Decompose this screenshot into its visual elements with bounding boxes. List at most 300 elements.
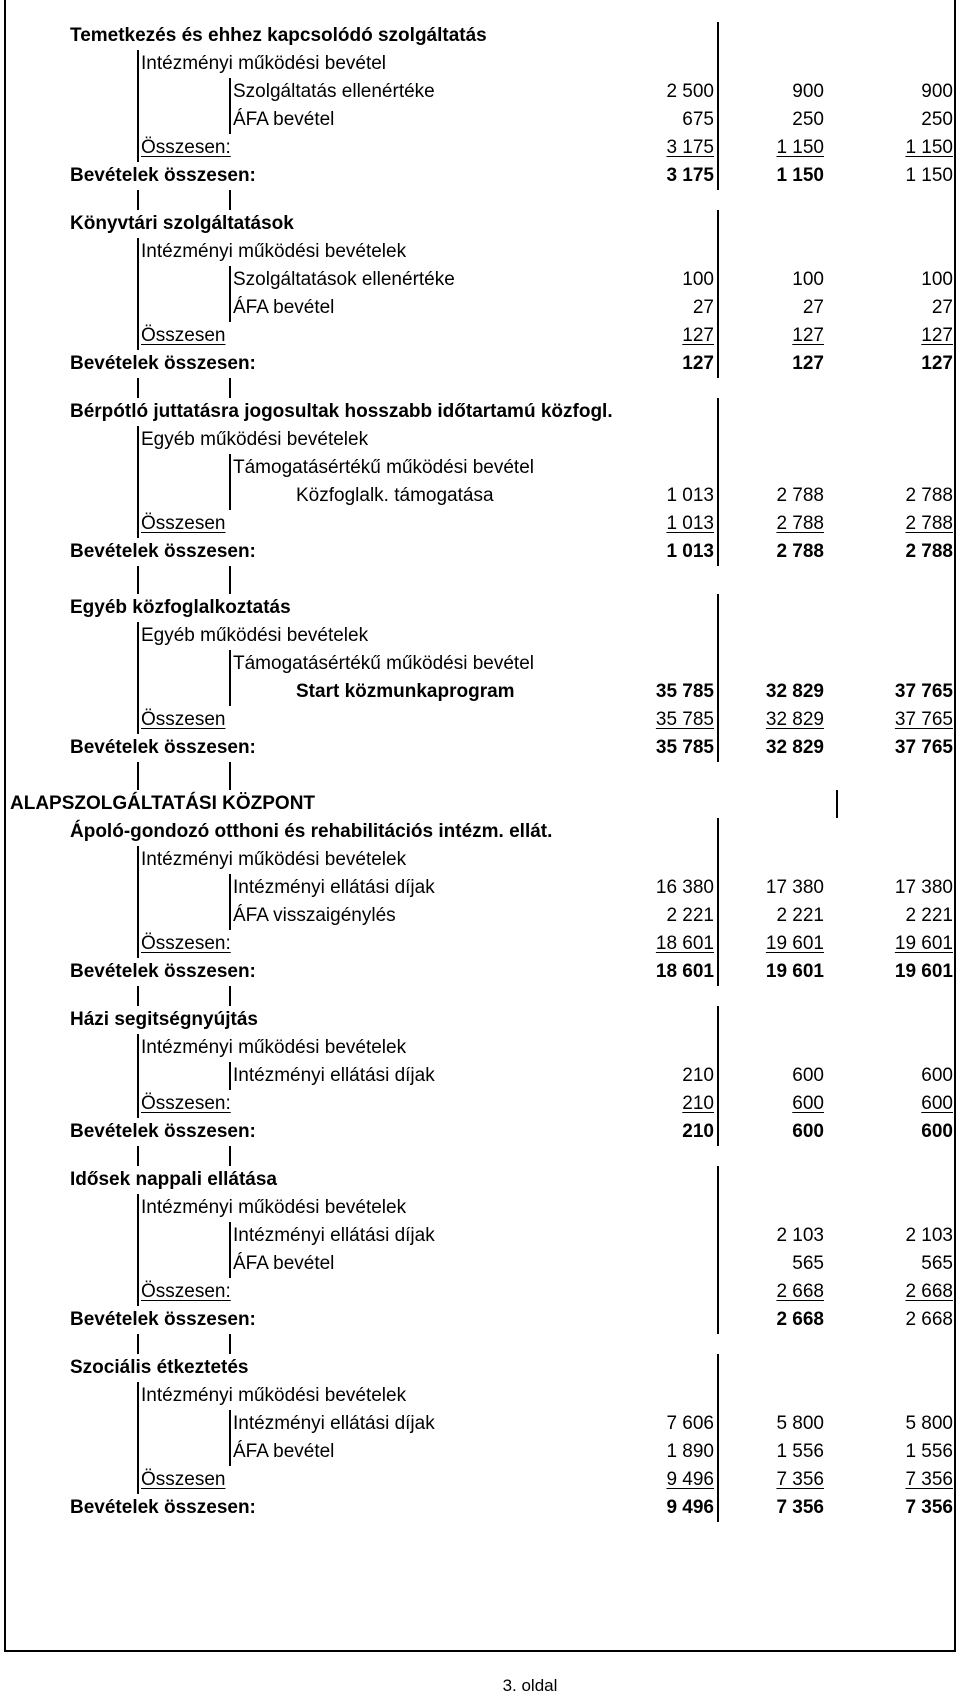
section-title: Idősek nappali ellátása (70, 1169, 277, 1190)
item-row (0, 874, 960, 902)
section-title: Szociális étkeztetés (70, 1357, 249, 1378)
value-col-1: 127 (682, 325, 714, 346)
value-col-3: 1 150 (905, 137, 953, 158)
value-col-1: 9 496 (666, 1469, 714, 1490)
section-title (0, 1006, 960, 1034)
value-col-3: 600 (921, 1065, 953, 1086)
column-divider (954, 734, 956, 762)
item-label: Intézményi ellátási díjak (233, 1225, 435, 1246)
column-divider (836, 790, 838, 818)
value-col-1: 35 785 (655, 709, 714, 730)
column-divider (717, 846, 719, 874)
column-divider (954, 1306, 956, 1334)
value-col-3: 37 765 (894, 709, 953, 730)
column-divider (717, 426, 719, 454)
column-divider (954, 818, 956, 846)
column-divider (137, 1250, 139, 1278)
item-label: Intézményi ellátási díjak (233, 877, 435, 898)
column-divider (137, 1034, 139, 1062)
subtotal-label: Összesen (141, 709, 226, 730)
item-label: Intézményi ellátási díjak (233, 1065, 435, 1086)
value-col-2: 7 356 (776, 1497, 824, 1518)
subtotal-row (0, 510, 960, 538)
section-title (0, 1354, 960, 1382)
column-divider (229, 1146, 231, 1166)
value-col-3: 37 765 (894, 681, 953, 702)
value-col-1: 27 (692, 297, 714, 318)
subtotal-row (0, 1090, 960, 1118)
column-divider (137, 1222, 139, 1250)
value-col-2: 1 150 (776, 137, 824, 158)
value-col-1: 9 496 (666, 1497, 714, 1518)
subcategory-label: Támogatásértékű működési bevétel (233, 457, 534, 478)
value-col-1: 18 601 (655, 961, 714, 982)
column-divider (717, 22, 719, 50)
column-divider (954, 1438, 956, 1466)
subtotal-label: Összesen: (141, 1093, 231, 1114)
column-divider (137, 50, 139, 78)
column-divider (717, 818, 719, 846)
column-divider (954, 538, 956, 566)
column-divider (229, 454, 231, 482)
value-col-1: 1 013 (666, 485, 714, 506)
category-row (0, 1034, 960, 1062)
column-divider (137, 106, 139, 134)
category-row (0, 1194, 960, 1222)
column-divider (954, 266, 956, 294)
subtotal-row (0, 134, 960, 162)
value-col-3: 1 150 (905, 165, 953, 186)
value-col-1: 35 785 (655, 681, 714, 702)
subcategory-row (0, 454, 960, 482)
total-label: Bevételek összesen: (70, 1497, 256, 1518)
value-col-1: 3 175 (666, 165, 714, 186)
column-divider (137, 1062, 139, 1090)
total-row (0, 1494, 960, 1522)
total-row (0, 958, 960, 986)
value-col-3: 7 356 (905, 1469, 953, 1490)
value-col-3: 2 668 (905, 1309, 953, 1330)
category-row (0, 50, 960, 78)
column-divider (137, 1466, 139, 1494)
column-divider (954, 1118, 956, 1146)
value-col-2: 2 788 (776, 513, 824, 534)
page-number (0, 1676, 960, 1696)
total-label: Bevételek összesen: (70, 737, 256, 758)
column-divider (717, 1194, 719, 1222)
column-divider (137, 566, 139, 594)
column-divider (954, 1466, 956, 1494)
column-divider (954, 22, 956, 50)
column-divider (954, 238, 956, 266)
value-col-3: 37 765 (894, 737, 953, 758)
subtotal-row (0, 706, 960, 734)
column-divider (137, 426, 139, 454)
value-col-1 (604, 1222, 714, 1250)
value-col-3: 2 668 (905, 1281, 953, 1302)
column-divider (954, 1062, 956, 1090)
item-row (0, 78, 960, 106)
subtotal-row (0, 1466, 960, 1494)
value-col-2: 19 601 (765, 961, 824, 982)
column-divider (229, 986, 231, 1006)
column-divider (954, 958, 956, 986)
column-divider (717, 398, 719, 426)
value-col-2: 32 829 (765, 709, 824, 730)
value-col-1: 16 380 (655, 877, 714, 898)
value-col-2: 2 788 (776, 485, 824, 506)
column-divider (717, 1166, 719, 1194)
column-divider (717, 210, 719, 238)
column-divider (954, 454, 956, 482)
value-col-2: 7 356 (776, 1469, 824, 1490)
column-divider (137, 650, 139, 678)
value-col-3: 5 800 (905, 1413, 953, 1434)
value-col-2: 250 (792, 109, 824, 130)
column-divider (137, 322, 139, 350)
column-divider (717, 622, 719, 650)
value-col-3: 900 (921, 81, 953, 102)
value-col-3: 2 788 (905, 541, 953, 562)
column-divider (229, 566, 231, 594)
value-col-1: 127 (682, 353, 714, 374)
spacer (0, 1146, 960, 1166)
column-divider (137, 1146, 139, 1166)
value-col-1: 210 (682, 1065, 714, 1086)
value-col-2: 32 829 (765, 681, 824, 702)
item-label: ÁFA bevétel (233, 1441, 335, 1462)
spacer (0, 566, 960, 594)
column-divider (137, 378, 139, 398)
section-title (0, 22, 960, 50)
value-col-1: 1 890 (666, 1441, 714, 1462)
total-label: Bevételek összesen: (70, 1121, 256, 1142)
column-divider (229, 1438, 231, 1466)
item-label: ÁFA bevétel (233, 297, 335, 318)
value-col-2: 2 103 (776, 1225, 824, 1246)
section-title: Bérpótló juttatásra jogosultak hosszabb időtartamú közfogl. (70, 401, 613, 422)
category-label: Intézményi működési bevételek (141, 1197, 407, 1218)
page-number-text: 3. oldal (502, 1676, 558, 1695)
column-divider (229, 106, 231, 134)
column-divider (954, 902, 956, 930)
item-row (0, 902, 960, 930)
column-divider (954, 1222, 956, 1250)
column-divider (954, 210, 956, 238)
column-divider (954, 322, 956, 350)
value-col-3: 127 (921, 353, 953, 374)
section-title (0, 1166, 960, 1194)
value-col-3: 565 (921, 1253, 953, 1274)
value-col-3: 2 788 (905, 513, 953, 534)
total-row (0, 162, 960, 190)
column-divider (954, 678, 956, 706)
spacer (0, 1334, 960, 1354)
value-col-2: 1 556 (776, 1441, 824, 1462)
column-divider (954, 1194, 956, 1222)
subtotal-label: Összesen: (141, 933, 231, 954)
item-row (0, 1250, 960, 1278)
column-divider (229, 1222, 231, 1250)
item-label: ÁFA bevétel (233, 109, 335, 130)
column-divider (229, 1062, 231, 1090)
column-divider (137, 294, 139, 322)
column-divider (229, 78, 231, 106)
column-divider (954, 482, 956, 510)
column-divider (229, 650, 231, 678)
section-heading: ALAPSZOLGÁLTATÁSI KÖZPONT (10, 793, 316, 814)
section-title (0, 818, 960, 846)
item-row (0, 482, 960, 510)
column-divider (954, 1382, 956, 1410)
value-col-1 (604, 1306, 714, 1334)
column-divider (137, 482, 139, 510)
subtotal-row (0, 322, 960, 350)
column-divider (717, 1006, 719, 1034)
column-divider (137, 510, 139, 538)
column-divider (229, 190, 231, 210)
column-divider (137, 1090, 139, 1118)
item-row (0, 678, 960, 706)
total-label: Bevételek összesen: (70, 541, 256, 562)
column-divider (717, 1354, 719, 1382)
category-row (0, 238, 960, 266)
column-divider (137, 190, 139, 210)
value-col-2: 2 668 (776, 1309, 824, 1330)
column-divider (954, 78, 956, 106)
column-divider (137, 930, 139, 958)
column-divider (137, 846, 139, 874)
value-col-1: 2 500 (666, 81, 714, 102)
value-col-1: 3 175 (666, 137, 714, 158)
value-col-1: 1 013 (666, 541, 714, 562)
category-row (0, 622, 960, 650)
subtotal-label: Összesen: (141, 137, 231, 158)
column-divider (717, 454, 719, 482)
column-divider (717, 1382, 719, 1410)
value-col-2: 565 (792, 1253, 824, 1274)
column-divider (137, 134, 139, 162)
column-divider (954, 1494, 956, 1522)
total-label: Bevételek összesen: (70, 961, 256, 982)
column-divider (137, 238, 139, 266)
column-divider (954, 510, 956, 538)
column-divider (229, 1250, 231, 1278)
column-divider (717, 238, 719, 266)
column-divider (137, 902, 139, 930)
column-divider (717, 650, 719, 678)
value-col-2: 2 221 (776, 905, 824, 926)
value-col-1: 7 606 (666, 1413, 714, 1434)
column-divider (229, 378, 231, 398)
value-col-2: 17 380 (765, 877, 824, 898)
column-divider (954, 294, 956, 322)
column-divider (137, 78, 139, 106)
column-divider (229, 482, 231, 510)
item-label: Intézményi ellátási díjak (233, 1413, 435, 1434)
column-divider (954, 930, 956, 958)
column-divider (717, 50, 719, 78)
value-col-2: 600 (792, 1093, 824, 1114)
category-label: Intézményi működési bevételek (141, 849, 407, 870)
column-divider (229, 1334, 231, 1354)
section-title (0, 594, 960, 622)
value-col-1: 1 013 (666, 513, 714, 534)
value-col-3: 1 556 (905, 1441, 953, 1462)
item-row (0, 1062, 960, 1090)
column-divider (229, 294, 231, 322)
column-divider (229, 266, 231, 294)
total-label: Bevételek összesen: (70, 1309, 256, 1330)
value-col-3: 27 (931, 297, 953, 318)
column-divider (137, 454, 139, 482)
value-col-1: 100 (682, 269, 714, 290)
column-divider (954, 706, 956, 734)
column-divider (954, 1090, 956, 1118)
subtotal-row (0, 1278, 960, 1306)
item-row (0, 1410, 960, 1438)
value-col-1: 18 601 (655, 933, 714, 954)
value-col-3: 600 (921, 1121, 953, 1142)
value-col-2: 127 (792, 325, 824, 346)
category-label: Intézményi működési bevételek (141, 1037, 407, 1058)
column-divider (229, 1410, 231, 1438)
value-col-2: 900 (792, 81, 824, 102)
column-divider (717, 1034, 719, 1062)
column-divider (954, 398, 956, 426)
column-divider (954, 106, 956, 134)
subtotal-row (0, 930, 960, 958)
spacer (0, 378, 960, 398)
section-heading (0, 790, 960, 818)
subtotal-label: Összesen (141, 513, 226, 534)
value-col-1: 210 (682, 1121, 714, 1142)
column-divider (137, 1334, 139, 1354)
subtotal-label: Összesen (141, 1469, 226, 1490)
subtotal-label: Összesen: (141, 1281, 231, 1302)
value-col-3: 17 380 (894, 877, 953, 898)
category-label: Intézményi működési bevételek (141, 241, 407, 262)
section-title: Ápoló-gondozó otthoni és rehabilitációs intézm. ellát. (70, 821, 553, 842)
column-divider (137, 678, 139, 706)
total-row (0, 1306, 960, 1334)
section-title: Egyéb közfoglalkoztatás (70, 597, 291, 618)
column-divider (229, 902, 231, 930)
value-col-1: 2 221 (666, 905, 714, 926)
section-title: Házi segitségnyújtás (70, 1009, 258, 1030)
column-divider (717, 594, 719, 622)
item-label: ÁFA bevétel (233, 1253, 335, 1274)
total-row (0, 1118, 960, 1146)
column-divider (954, 1354, 956, 1382)
column-divider (954, 1250, 956, 1278)
item-row (0, 294, 960, 322)
subcategory-label: Támogatásértékű működési bevétel (233, 653, 534, 674)
item-label: ÁFA visszaigénylés (233, 905, 396, 926)
value-col-3: 2 103 (905, 1225, 953, 1246)
column-divider (137, 706, 139, 734)
column-divider (954, 594, 956, 622)
total-row (0, 734, 960, 762)
value-col-3: 250 (921, 109, 953, 130)
item-label: Start közmunkaprogram (296, 681, 515, 702)
category-label: Egyéb működési bevételek (141, 625, 369, 646)
spacer (0, 986, 960, 1006)
subcategory-row (0, 650, 960, 678)
category-row (0, 426, 960, 454)
value-col-2: 2 668 (776, 1281, 824, 1302)
total-row (0, 538, 960, 566)
value-col-2: 600 (792, 1065, 824, 1086)
value-col-3: 19 601 (894, 933, 953, 954)
column-divider (137, 762, 139, 790)
section-title (0, 210, 960, 238)
category-label: Intézményi működési bevételek (141, 1385, 407, 1406)
column-divider (954, 426, 956, 454)
value-col-3: 2 221 (905, 905, 953, 926)
value-col-2: 1 150 (776, 165, 824, 186)
column-divider (137, 986, 139, 1006)
value-col-1: 675 (682, 109, 714, 130)
column-divider (954, 162, 956, 190)
column-divider (137, 874, 139, 902)
column-divider (954, 790, 956, 818)
column-divider (954, 1410, 956, 1438)
item-row (0, 106, 960, 134)
column-divider (954, 1006, 956, 1034)
column-divider (954, 134, 956, 162)
column-divider (137, 1194, 139, 1222)
column-divider (954, 650, 956, 678)
category-label: Intézményi működési bevétel (141, 53, 387, 74)
category-row (0, 1382, 960, 1410)
value-col-1 (604, 1278, 714, 1306)
value-col-1: 210 (682, 1093, 714, 1114)
column-divider (954, 350, 956, 378)
value-col-3: 127 (921, 325, 953, 346)
value-col-2: 27 (802, 297, 824, 318)
column-divider (229, 762, 231, 790)
total-label: Bevételek összesen: (70, 353, 256, 374)
value-col-3: 600 (921, 1093, 953, 1114)
value-col-3: 19 601 (894, 961, 953, 982)
subtotal-label: Összesen (141, 325, 226, 346)
column-divider (137, 622, 139, 650)
item-row (0, 1222, 960, 1250)
item-row (0, 266, 960, 294)
value-col-2: 127 (792, 353, 824, 374)
item-label: Szolgáltatások ellenértéke (233, 269, 455, 290)
column-divider (137, 1410, 139, 1438)
value-col-2: 5 800 (776, 1413, 824, 1434)
section-title (0, 398, 960, 426)
spacer (0, 762, 960, 790)
total-row (0, 350, 960, 378)
value-col-3: 2 788 (905, 485, 953, 506)
value-col-2: 100 (792, 269, 824, 290)
column-divider (229, 874, 231, 902)
column-divider (954, 874, 956, 902)
value-col-2: 32 829 (765, 737, 824, 758)
value-col-3: 100 (921, 269, 953, 290)
column-divider (954, 1034, 956, 1062)
column-divider (954, 1278, 956, 1306)
category-label: Egyéb működési bevételek (141, 429, 369, 450)
section-title: Könyvtári szolgáltatások (70, 213, 294, 234)
column-divider (137, 1438, 139, 1466)
value-col-1 (604, 1250, 714, 1278)
item-label: Közfoglalk. támogatása (296, 485, 494, 506)
